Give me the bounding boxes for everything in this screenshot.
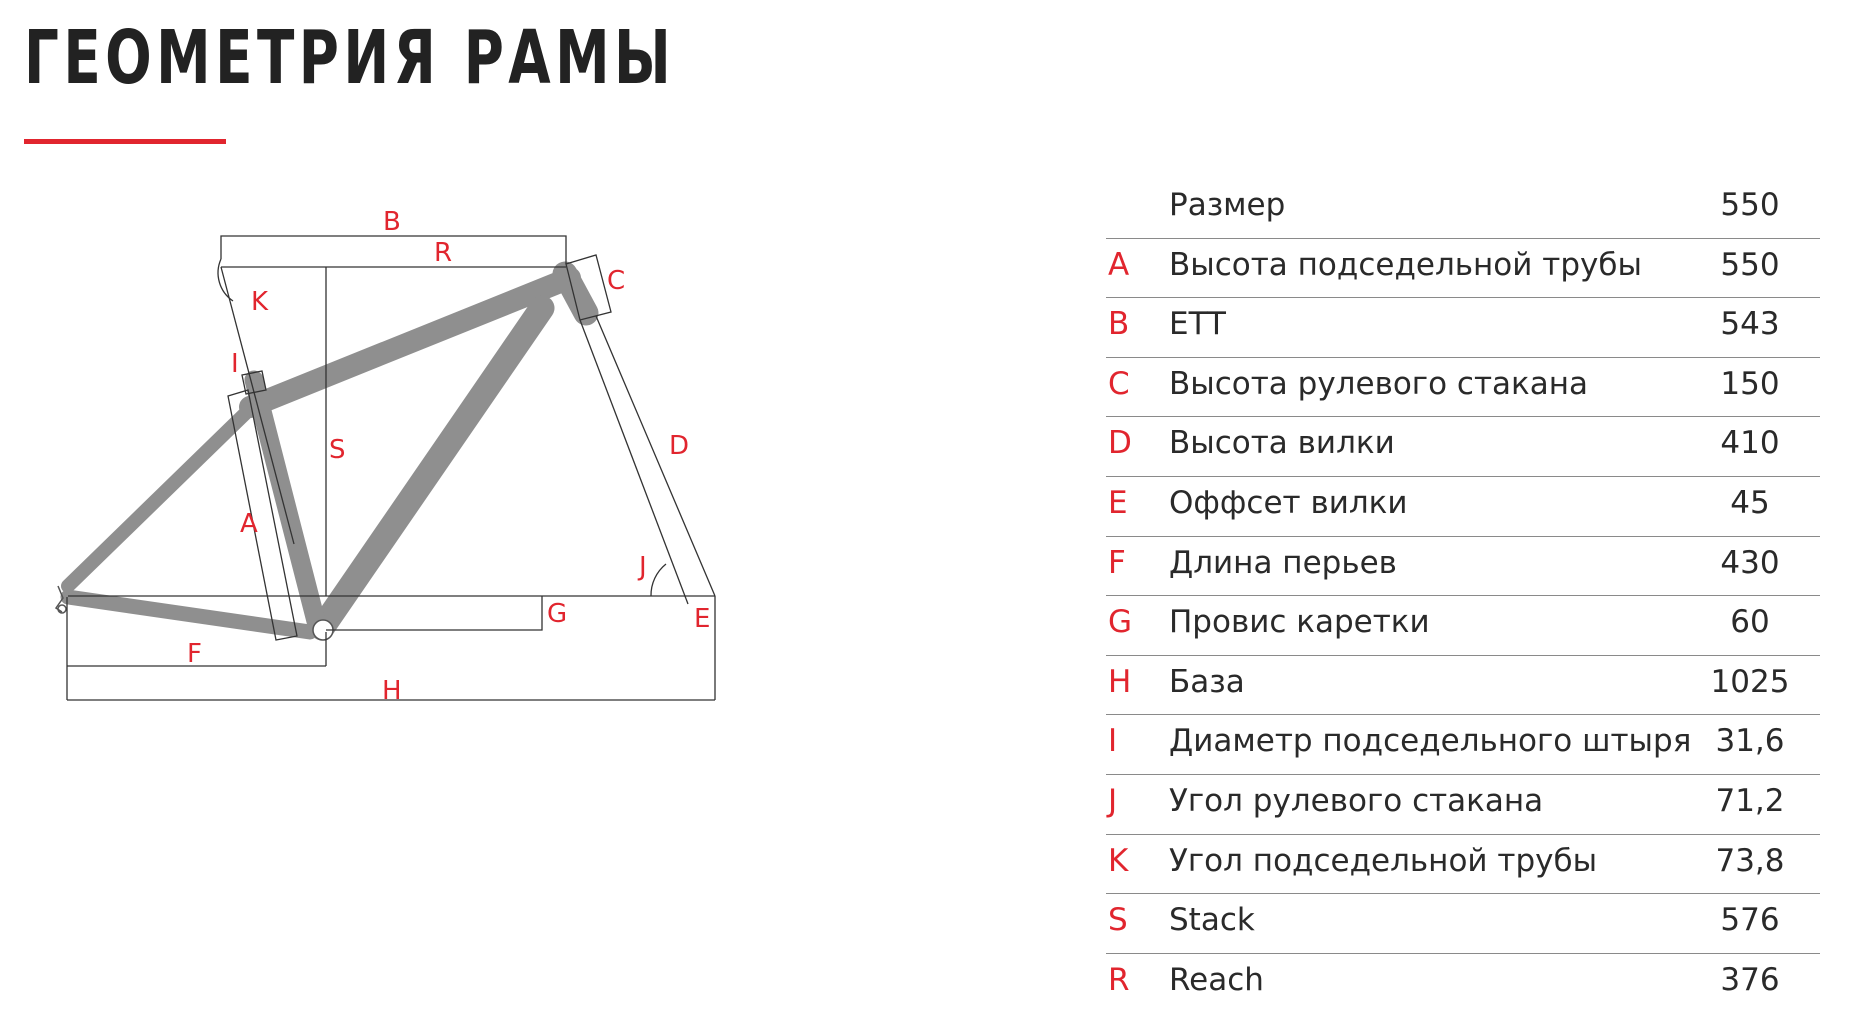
row-value: 71,2 — [1715, 782, 1785, 819]
row-param: Провис каретки — [1169, 604, 1430, 641]
angle-j-arc — [651, 564, 666, 596]
row-value: 1025 — [1710, 663, 1790, 700]
dimension-lines — [67, 236, 715, 700]
row-value: 430 — [1720, 544, 1780, 581]
dim-b-box — [221, 236, 566, 264]
row-letter: D — [1108, 425, 1132, 462]
table-header-row — [1106, 179, 1820, 238]
row-letter: I — [1108, 723, 1118, 760]
table-row — [1106, 595, 1820, 655]
row-letter: F — [1108, 544, 1126, 581]
row-value: 45 — [1730, 484, 1770, 521]
row-letter: B — [1108, 306, 1130, 343]
row-param: База — [1169, 663, 1245, 700]
row-letter: A — [1108, 246, 1130, 283]
row-letter: R — [1108, 961, 1130, 998]
table-row — [1106, 655, 1820, 715]
row-param: Stack — [1169, 902, 1255, 939]
table-row — [1106, 953, 1820, 1013]
row-value: 31,6 — [1715, 723, 1785, 760]
row-letter: H — [1108, 663, 1132, 700]
label-f: F — [187, 639, 202, 669]
table-row — [1106, 714, 1820, 774]
table-row — [1106, 416, 1820, 476]
row-param: Высота вилки — [1169, 425, 1395, 462]
label-c: C — [607, 266, 626, 296]
table-row — [1106, 238, 1820, 298]
row-value: 60 — [1730, 604, 1770, 641]
row-param: Высота рулевого стакана — [1169, 365, 1588, 402]
head-tube — [565, 274, 586, 313]
label-r: R — [434, 238, 453, 268]
row-value: 376 — [1720, 961, 1780, 998]
row-value: 150 — [1720, 365, 1780, 402]
row-param: Оффсет вилки — [1169, 484, 1408, 521]
table-row — [1106, 357, 1820, 417]
frame-tubes — [68, 274, 586, 632]
row-letter: C — [1108, 365, 1130, 402]
table-row — [1106, 297, 1820, 357]
row-letter: S — [1108, 902, 1128, 939]
row-param: Длина перьев — [1169, 544, 1397, 581]
row-letter: E — [1108, 484, 1128, 521]
dim-d-line-rear — [580, 320, 688, 604]
dim-d-line-front — [596, 316, 715, 596]
rear-dropout-shape — [56, 586, 63, 612]
row-letter: K — [1108, 842, 1129, 879]
row-value: 410 — [1720, 425, 1780, 462]
frame-geometry-diagram — [0, 0, 760, 720]
table-row — [1106, 476, 1820, 536]
row-letter: J — [1108, 782, 1118, 819]
row-value: 550 — [1720, 246, 1780, 283]
header-value: 550 — [1720, 187, 1780, 223]
row-param: Высота подседельной трубы — [1169, 246, 1642, 283]
label-h: H — [382, 676, 402, 706]
table-row — [1106, 893, 1820, 953]
seat-stay — [68, 405, 254, 586]
dim-g-box — [326, 596, 542, 630]
label-i: I — [231, 349, 239, 379]
label-j: J — [639, 552, 647, 582]
table-row — [1106, 834, 1820, 894]
row-param: ETT — [1169, 306, 1226, 343]
row-param: Угол подседельной трубы — [1169, 842, 1598, 879]
geometry-table — [1106, 179, 1820, 1012]
row-value: 576 — [1720, 902, 1780, 939]
label-e: E — [694, 604, 711, 634]
label-k: K — [251, 287, 269, 317]
table-row — [1106, 536, 1820, 596]
label-a: A — [240, 509, 258, 539]
row-param: Диаметр подседельного штыря — [1169, 723, 1692, 760]
row-param: Reach — [1169, 961, 1264, 998]
table-row — [1106, 774, 1820, 834]
label-b: B — [383, 207, 401, 237]
table-rows — [1106, 238, 1820, 1013]
seat-tube — [254, 380, 318, 629]
label-d: D — [669, 431, 690, 461]
label-g: G — [547, 599, 568, 629]
header-param: Размер — [1169, 187, 1286, 223]
angle-k-arc — [218, 259, 233, 301]
page-title: ГЕОМЕТРИЯ РАМЫ — [24, 15, 676, 101]
row-param: Угол рулевого стакана — [1169, 782, 1544, 819]
label-s: S — [329, 435, 346, 465]
row-value: 73,8 — [1715, 842, 1785, 879]
row-letter: G — [1108, 604, 1133, 641]
row-value: 543 — [1720, 306, 1780, 343]
